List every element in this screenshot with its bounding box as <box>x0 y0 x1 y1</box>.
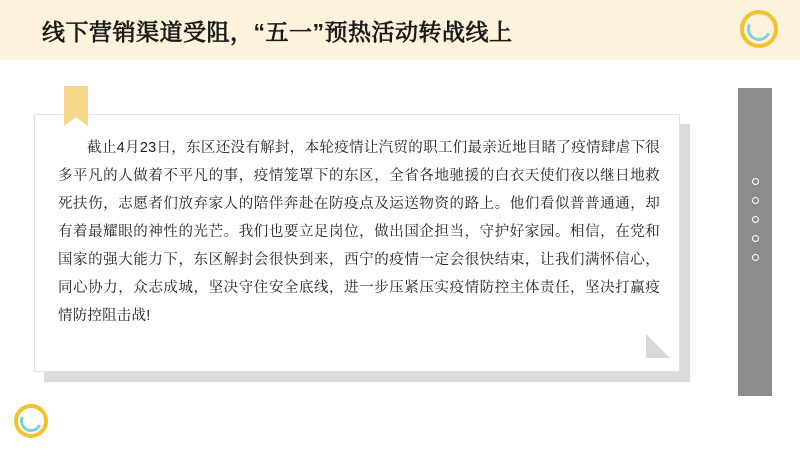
side-dot-icon <box>752 178 759 185</box>
card-fold-corner-icon <box>646 334 670 358</box>
side-dot-icon <box>752 197 759 204</box>
side-dot-icon <box>752 235 759 242</box>
side-dots-decoration <box>750 178 760 261</box>
page-title: 线下营销渠道受阻，“五一”预热活动转战线上 <box>42 19 513 45</box>
side-dot-icon <box>752 254 759 261</box>
body-paragraph: 截止4月23日，东区还没有解封，本轮疫情让汽贸的职工们最亲近地目睹了疫情肆虐下很多平凡的人做着不平凡的事，疫情笼罩下的东区，全省各地驰援的白衣天使们夜以继日地救死扶伤，志愿者们放弃家人的陪伴奔赴在防疫点及运送物资的路上。他们看似普普通通，却有着最耀眼的神性的光芒。我们也要立足岗位，做出国企担当，守护好家园。相信，在党和国家的强大能力下，东区解封会很快到来，西宁的疫情一定会很快结束，让我们满怀信心，同心协力，众志成城，坚决守住安全底线，进一步压紧压实疫情防控主体责任，坚决打赢疫情防控阻击战! <box>58 140 660 324</box>
side-dot-icon <box>752 216 759 223</box>
